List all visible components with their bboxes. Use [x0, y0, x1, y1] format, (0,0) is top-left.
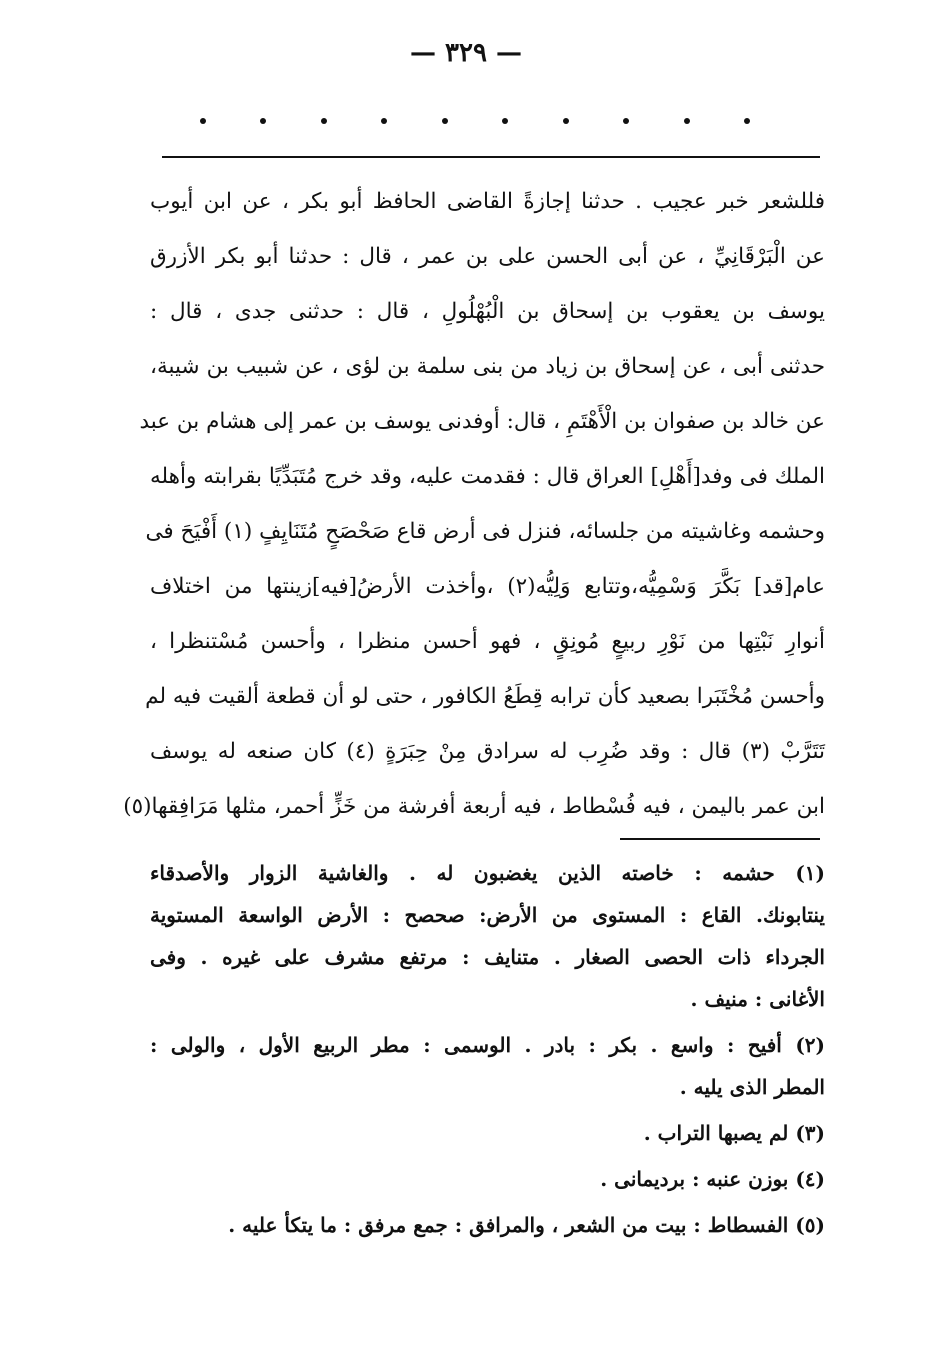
main-text [123, 174, 825, 834]
text-line: فللشعر خبر عجيب . حدثنا إجازةً القاضى الحافظ أبو بكر ، عن ابن أيوب [150, 189, 825, 214]
footnote-line: ينتابونك. القاع : المستوى من الأرض: صحصح : الأرض الواسعة المستوية [150, 903, 825, 927]
ornament-dot [200, 118, 206, 124]
footnote-line: (١) حشمه : خاصته الذين يغضبون له . والغاشية الزوار والأصدقاء [150, 861, 825, 885]
footnote-line: المطر الذى يليه . [679, 1075, 825, 1099]
footnote-separator [620, 838, 820, 840]
footnote-line: (٣) لم يصبها التراب . [643, 1121, 825, 1145]
footnote-2 [150, 1024, 825, 1108]
text-line: تَتَرَّبْ (٣) قال : وقد ضُرِب له سرادق مِنْ حِبَرَةٍ (٤) كان صنعه له يوسف [150, 739, 825, 764]
ornament-dot [381, 118, 387, 124]
ornament-dot [744, 118, 750, 124]
footnote-line: الجرداء ذات الحصى الصغار . متنايف : مرتفع مشرف على غيره . وفى [150, 945, 825, 969]
footnote-4 [150, 1158, 825, 1200]
ornament-dot [563, 118, 569, 124]
text-line: عام[قد] بَكَّرَ وَسْمِيُّه،وتتابع وَلِيُّه(٢) ،وأخذت الأرضُ[فيه]زينتها من اختلاف [150, 574, 825, 599]
footnotes [150, 852, 825, 1246]
footnote-line: (٢) أفيح : واسع . بكر : بادر . الوسمى : مطر الربيع الأول ، والولى : [150, 1033, 825, 1057]
text-line: عن خالد بن صفوان بن الْأَهْتَمِ ، قال: أوفدنى يوسف بن عمر إلى هشام بن عبد [139, 409, 825, 434]
ornament-dot [623, 118, 629, 124]
ornament-dot [502, 118, 508, 124]
text-line: وأحسن مُخْتَبَرا بصعيد كأن ترابه قِطَعُ الكافور ، حتى لو أن قطعة ألقيت فيه لم [145, 684, 825, 709]
header-rule [162, 156, 820, 158]
footnote-1 [150, 852, 825, 1020]
text-line: ابن عمر باليمن ، فيه فُسْطاط ، فيه أربعة أفرشة من خَزٍّ أحمر، مثلها مَرَافِقها(٥) [123, 794, 825, 819]
ornament-dot [684, 118, 690, 124]
footnote-line: (٥) الفسطاط : بيت من الشعر ، والمرافق : جمع مرفق : ما يتكأ عليه . [228, 1213, 825, 1237]
ornament-dot [442, 118, 448, 124]
text-line: عن الْبَرْقَانِيِّ ، عن أبى الحسن على بن عمر ، قال : حدثنا أبو بكر الأزرق [150, 244, 825, 269]
text-line: أنوارِ نَبْتِها من نَوْرِ ربيعٍ مُونِقٍ ، فهو أحسن منظرا ، وأحسن مُسْتنظرا ، [150, 629, 825, 654]
text-line: حدثنى أبى ، عن إسحاق بن زياد من بنى سلمة بن لؤى ، عن شبيب بن شيبة، [150, 354, 825, 379]
ornament-dots [200, 118, 750, 124]
ornament-dot [321, 118, 327, 124]
ornament-dot [260, 118, 266, 124]
footnote-line: الأغانى : منيف . [690, 987, 825, 1011]
footnote-5 [150, 1204, 825, 1246]
footnote-line: (٤) بوزن عنبه : برديمانى . [600, 1167, 825, 1191]
page-number: — ٣٢٩ — [409, 38, 523, 68]
text-line: يوسف بن يعقوب بن إسحاق بن الْبُهْلُولِ ، قال : حدثنى جدى ، قال : [150, 299, 825, 324]
text-line: الملك فى وفد[أَهْلِ] العراق قال : فقدمت عليه، وقد خرج مُتَبَدِّيًا بقرابته وأهله [150, 464, 825, 489]
footnote-3 [150, 1112, 825, 1154]
text-line: وحشمه وغاشيته من جلسائه، فنزل فى أرض قاع صَحْصَحٍ مُتَنَايِفٍ (١) أَفْيَحَ فى [145, 519, 825, 544]
